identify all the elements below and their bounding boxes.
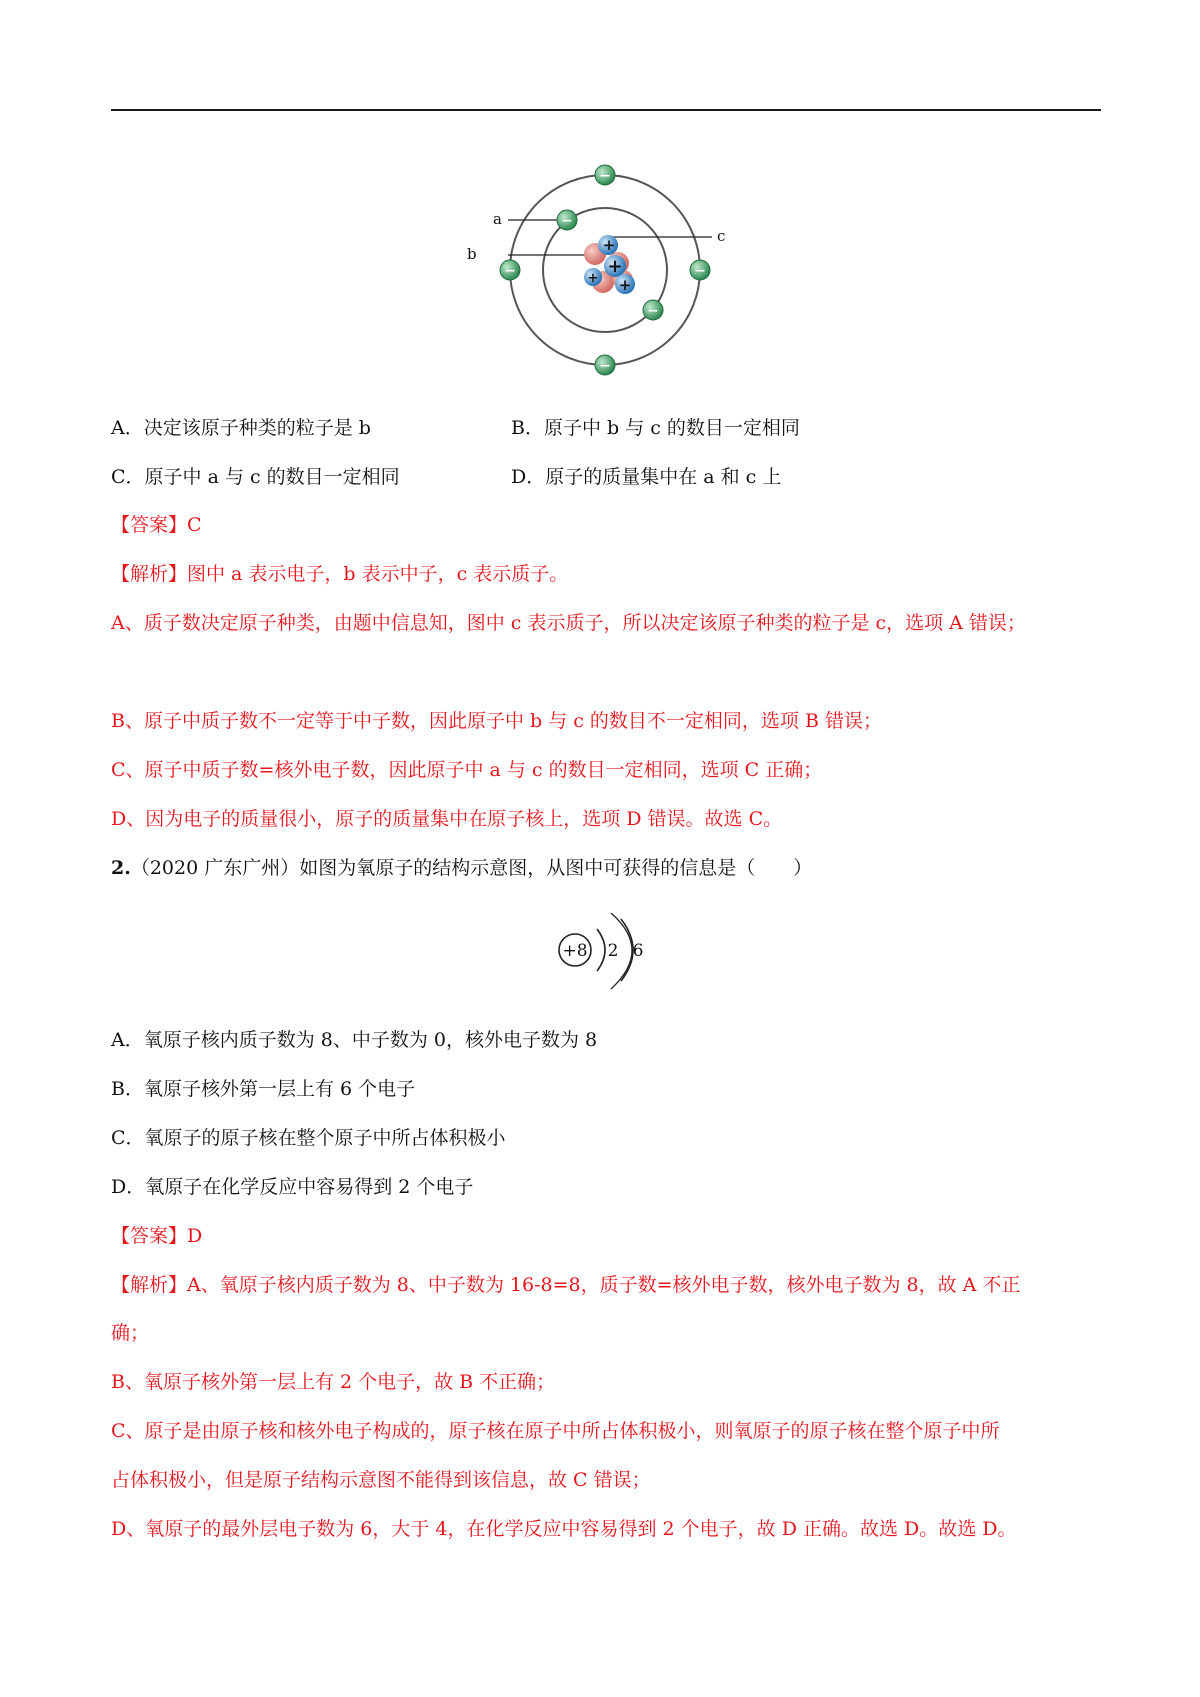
q2-stem-text: （2020 广东广州）如图为氧原子的结构示意图，从图中可获得的信息是（ ） [130, 857, 813, 879]
q1-option-a: A．决定该原子种类的粒子是 b [111, 417, 371, 439]
q1-option-d: D．原子的质量集中在 a 和 c 上 [511, 466, 782, 488]
label-c: c [717, 227, 726, 245]
svg-text:−: − [599, 168, 611, 184]
q1-analysis-d: D、因为电子的质量很小，原子的质量集中在原子核上，选项 D 错误。故选 C。 [111, 808, 783, 830]
plus-sign: + [618, 276, 632, 294]
q2-analysis-c: C、原子是由原子核和核外电子构成的，原子核在原子中所占体积极小，则氧原子的原子核在整个原子中所 [111, 1420, 1000, 1442]
q2-analysis-a-cont: 确； [111, 1322, 150, 1344]
svg-text:−: − [561, 213, 573, 229]
shell-2-arc [621, 919, 633, 981]
svg-text:−: − [694, 263, 706, 279]
q2-option-b: B．氧原子核外第一层上有 6 个电子 [111, 1078, 416, 1100]
shell-1-count: 2 [607, 941, 619, 961]
plus-sign: + [587, 271, 599, 286]
electron [595, 165, 615, 185]
svg-text:−: − [599, 358, 611, 374]
svg-text:−: − [504, 263, 516, 279]
electron [643, 300, 663, 320]
shell-2-count: 6 [632, 941, 644, 961]
oxygen-structure-figure [555, 905, 665, 995]
q2-number: 2. [111, 857, 131, 879]
q2-answer: 【答案】D [111, 1225, 203, 1247]
svg-text:−: − [647, 303, 659, 319]
q1-analysis-c: C、原子中质子数=核外电子数，因此原子中 a 与 c 的数目一定相同，选项 C 正确； [111, 759, 823, 781]
q1-answer: 【答案】C [111, 514, 202, 536]
label-b: b [467, 245, 477, 263]
header-rule [111, 109, 1101, 111]
q2-analysis-b: B、氧原子核外第一层上有 2 个电子，故 B 不正确； [111, 1371, 556, 1393]
electron [690, 260, 710, 280]
atom-model-figure [455, 150, 755, 390]
nucleus-charge: +8 [562, 941, 588, 961]
q1-analysis-a: A、质子数决定原子种类，由题中信息知，图中 c 表示质子，所以决定该原子种类的粒子是 c，选项 A 错误； [111, 612, 1026, 634]
electron [595, 355, 615, 375]
q2-stem [111, 855, 812, 881]
plus-sign: + [607, 256, 623, 277]
q2-analysis-lead: 【解析】A、氧原子核内质子数为 8、中子数为 16-8=8，质子数=核外电子数，核外电子数为 8，故 A 不正 [111, 1274, 1021, 1296]
nucleus [584, 235, 635, 294]
electron [500, 260, 520, 280]
q2-analysis-c-cont: 占体积极小，但是原子结构示意图不能得到该信息，故 C 错误； [111, 1469, 651, 1491]
q2-option-a: A．氧原子核内质子数为 8、中子数为 0，核外电子数为 8 [111, 1029, 598, 1051]
q1-analysis-lead: 【解析】图中 a 表示电子，b 表示中子，c 表示质子。 [111, 563, 569, 585]
q1-option-c: C．原子中 a 与 c 的数目一定相同 [111, 466, 400, 488]
q2-option-c: C．氧原子的原子核在整个原子中所占体积极小 [111, 1127, 506, 1149]
q2-option-d: D．氧原子在化学反应中容易得到 2 个电子 [111, 1176, 474, 1198]
q2-analysis-d: D、氧原子的最外层电子数为 6，大于 4，在化学反应中容易得到 2 个电子，故 D 正确。故选 D。故选 D。 [111, 1518, 1017, 1540]
q1-analysis-b: B、原子中质子数不一定等于中子数，因此原子中 b 与 c 的数目不一定相同，选项 B 错误； [111, 710, 882, 732]
plus-sign: + [602, 236, 616, 254]
label-a: a [493, 210, 502, 228]
shell-1-arc [597, 929, 605, 971]
electron [557, 210, 577, 230]
q1-option-b: B．原子中 b 与 c 的数目一定相同 [511, 417, 800, 439]
